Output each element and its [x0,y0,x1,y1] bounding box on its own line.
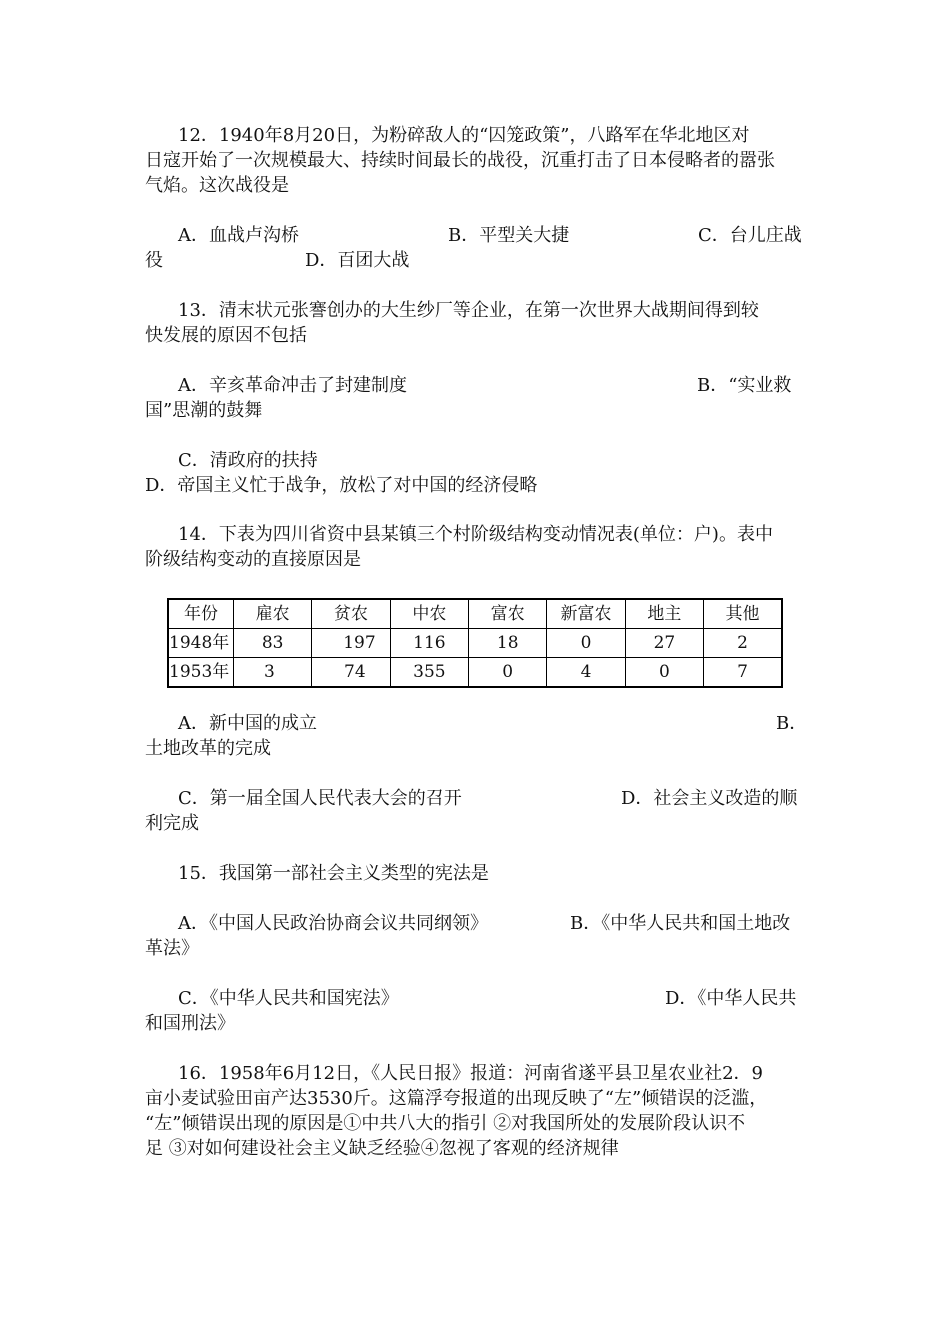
q16-stem-line4: 足 ③对如何建设社会主义缺乏经验④忽视了客观的经济规律 [145,1138,619,1159]
q14-option-a: A．新中国的成立 [178,713,317,734]
table-header-cell: 新富农 [547,599,625,629]
table-cell: 0 [469,658,547,688]
q12-option-d: D．百团大战 [305,250,410,271]
q14-option-b: B． [776,713,808,734]
class-structure-table [167,598,783,688]
table-row [168,629,782,658]
q14-option-b-cont: 土地改革的完成 [145,738,271,759]
table-cell: 18 [469,629,547,658]
q13-option-b-cont: 国”思潮的鼓舞 [145,400,263,421]
q15-option-d: D．《中华人民共 [665,988,797,1009]
q14-option-d: D．社会主义改造的顺 [621,788,798,809]
q13-option-d: D．帝国主义忙于战争，放松了对中国的经济侵略 [145,475,538,496]
q12-option-b: B．平型关大捷 [448,225,570,246]
q15-option-d-cont: 和国刑法》 [145,1013,235,1034]
q15-stem-line1: 15．我国第一部社会主义类型的宪法是 [178,863,489,884]
q14-option-c: C．第一届全国人民代表大会的召开 [178,788,462,809]
q12-stem-line2: 日寇开始了一次规模最大、持续时间最长的战役，沉重打击了日本侵略者的嚣张 [145,150,775,171]
table-header-cell: 中农 [390,599,468,629]
table-header-cell: 其他 [704,599,782,629]
table-cell: 197 [312,629,390,658]
q12-option-c: C．台儿庄战 [698,225,802,246]
table-header-row [168,599,782,629]
q13-stem-line1: 13．清末状元张謇创办的大生纱厂等企业，在第一次世界大战期间得到较 [178,300,759,321]
table-header-cell: 年份 [168,599,234,629]
q13-option-c: C．清政府的扶持 [178,450,318,471]
table-cell: 1948年 [168,629,234,658]
table-cell: 7 [704,658,782,688]
table-cell: 4 [547,658,625,688]
q15-option-c: C．《中华人民共和国宪法》 [178,988,399,1009]
q15-option-b: B．《中华人民共和国土地改 [570,913,791,934]
table-header-cell: 富农 [469,599,547,629]
q16-stem-line2: 亩小麦试验田亩产达3530斤。这篇浮夸报道的出现反映了“左”倾错误的泛滥， [145,1088,768,1109]
q14-stem-line1: 14．下表为四川省资中县某镇三个村阶级结构变动情况表(单位：户)。表中 [178,524,773,545]
table-row [168,658,782,688]
table-cell: 0 [547,629,625,658]
table-cell: 27 [625,629,703,658]
q15-option-b-cont: 革法》 [145,938,199,959]
table-cell: 74 [312,658,390,688]
q12-stem-line1: 12．1940年8月20日，为粉碎敌人的“囚笼政策”，八路军在华北地区对 [178,125,750,146]
q13-option-a: A．辛亥革命冲击了封建制度 [178,375,407,396]
table-cell: 116 [390,629,468,658]
q16-stem-line1: 16．1958年6月12日，《人民日报》报道：河南省遂平县卫星农业社2．9 [178,1063,763,1084]
table-header-cell: 地主 [625,599,703,629]
q15-option-a: A．《中国人民政治协商会议共同纲领》 [178,913,488,934]
q16-stem-line3: “左”倾错误出现的原因是①中共八大的指引 ②对我国所处的发展阶段认识不 [145,1113,746,1134]
q14-stem-line2: 阶级结构变动的直接原因是 [145,549,361,570]
table-cell: 0 [625,658,703,688]
table-cell: 2 [704,629,782,658]
table-cell: 3 [234,658,312,688]
q12-option-c-cont: 役 [145,250,163,271]
table-header-cell: 雇农 [234,599,312,629]
q12-stem-line3: 气焰。这次战役是 [145,175,289,196]
table-cell: 83 [234,629,312,658]
q13-option-b: B．“实业救 [697,375,792,396]
q12-option-a: A．血战卢沟桥 [178,225,299,246]
q13-stem-line2: 快发展的原因不包括 [145,325,307,346]
q14-option-d-cont: 利完成 [145,813,199,834]
table-cell: 1953年 [168,658,234,688]
table-cell: 355 [390,658,468,688]
table-header-cell: 贫农 [312,599,390,629]
